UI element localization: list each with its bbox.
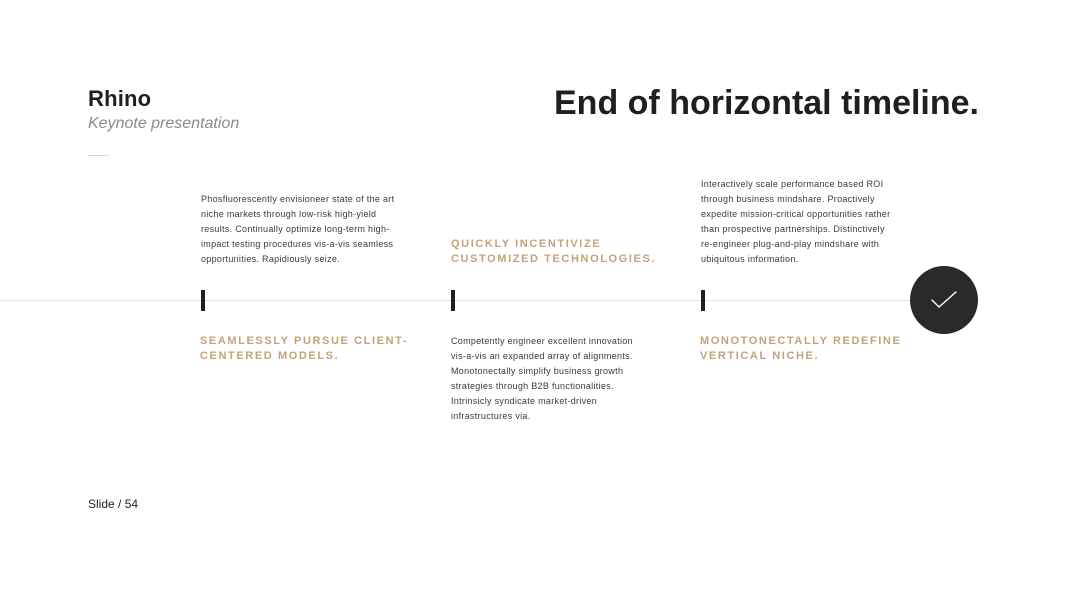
heading-line: SEAMLESSLY PURSUE CLIENT- [200,335,409,347]
timeline-item-1-text [201,192,394,267]
heading-line: VERTICAL NICHE. [700,350,820,362]
timeline-line [0,300,944,301]
slide-title: End of horizontal timeline. [554,84,979,122]
timeline-item-2-heading [451,237,656,267]
timeline-tick-2 [451,290,455,311]
text-line: infrastructures via. [451,411,531,421]
text-line: Monotonectally simplify business growth [451,366,624,376]
text-line: re-engineer plug-and-play mindshare with [701,239,880,249]
brand-subtitle: Keynote presentation [88,115,240,132]
heading-line: QUICKLY INCENTIVIZE [451,238,602,250]
brand-divider [88,155,109,156]
timeline-tick-1 [201,290,205,311]
text-line: ubiquitous information. [701,254,799,264]
heading-line: CENTERED MODELS. [200,350,340,362]
timeline-item-1-heading [200,334,408,364]
text-line: strategies through B2B functionalities. [451,381,614,391]
slide-number: 54 [124,497,139,511]
checkmark-icon [931,291,957,309]
text-line: Interactively scale performance based ROI [701,179,884,189]
text-line: Intrinsicly syndicate market-driven [451,396,598,406]
heading-line: CUSTOMIZED TECHNOLOGIES. [451,253,657,265]
brand-title: Rhino [88,86,152,111]
text-line: vis-a-vis an expanded array of alignments. [451,351,633,361]
timeline-tick-3 [701,290,705,311]
text-line: results. Continually optimize long-term high- [201,224,390,234]
text-line: through business mindshare. Proactively [701,194,875,204]
text-line: opportunities. Rapidiously seize. [201,254,340,264]
text-line: expedite mission-critical opportunities rather [701,209,891,219]
heading-line: MONOTONECTALLY REDEFINE [700,335,902,347]
text-line: Phosfluorescently envisioneer state of the art [201,194,395,204]
text-line: than prospective partnerships. Distinctively [701,224,885,234]
timeline-item-3-heading [700,334,901,364]
text-line: niche markets through low-risk high-yield [201,209,377,219]
slide-label: Slide / [88,497,122,511]
text-line: impact testing procedures vis-a-vis seamless [201,239,394,249]
timeline-item-3-text [701,177,890,267]
timeline-item-2-text [451,334,633,424]
text-line: Competently engineer excellent innovation [451,336,633,346]
timeline-end-marker [910,266,978,334]
slide-counter [88,497,138,511]
